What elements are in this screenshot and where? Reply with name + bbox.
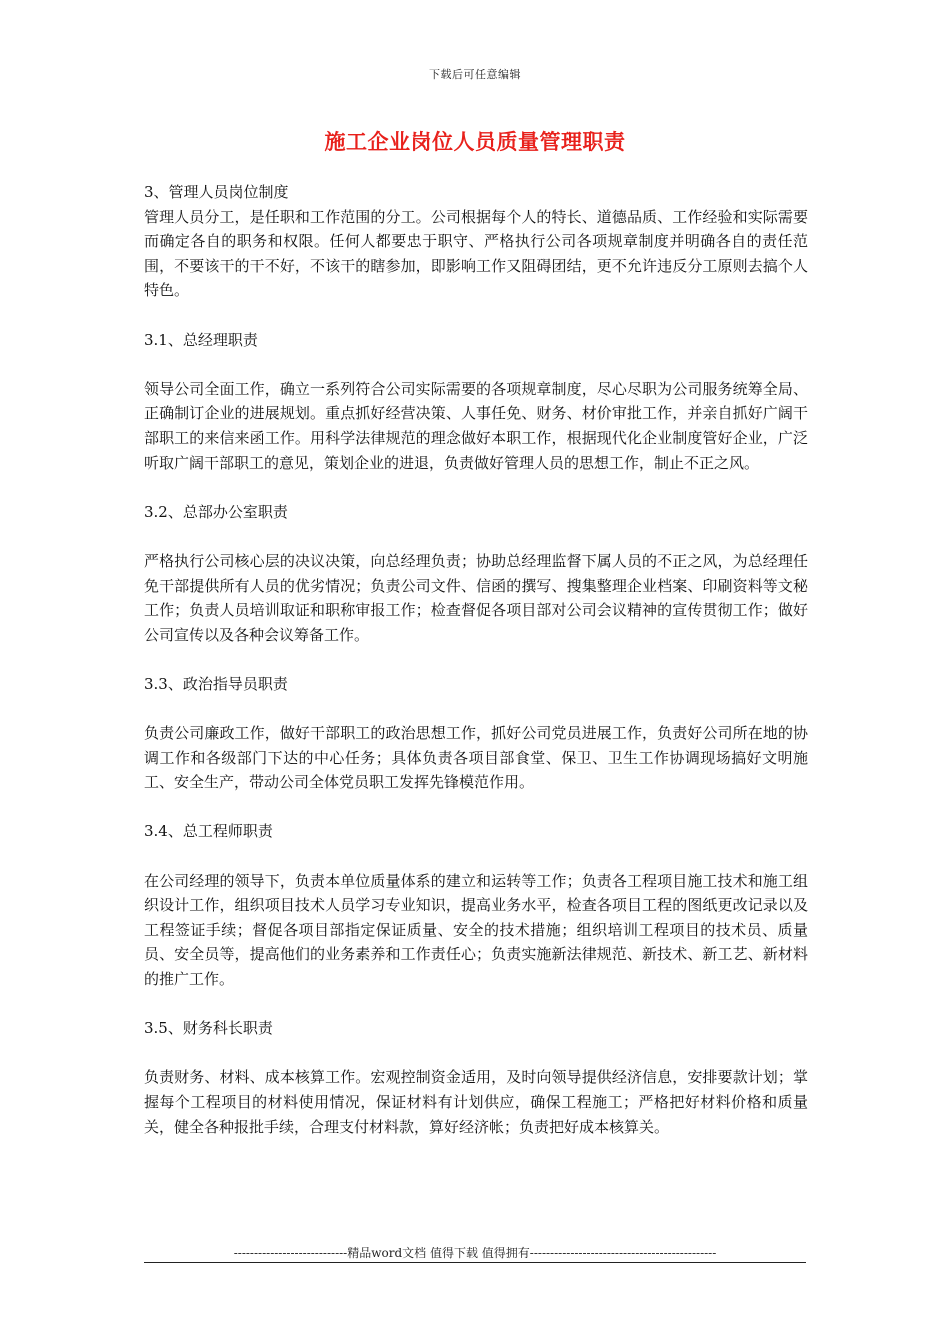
footer-text: ----------------------------精品word文档 值得下载 值得拥有---------------------------------------------- <box>233 1246 717 1260</box>
section-paragraph-chief-engineer: 在公司经理的领导下，负责本单位质量体系的建立和运转等工作；负责各工程项目施工技术和施工组织设计工作，组织项目技术人员学习专业知识，提高业务水平，检查各项目工程的图纸更改记录以及工程签证手续；督促各项目部指定保证质量、安全的技术措施；组织培训工程项目的技术员、质量员、安全员等，提高他们的业务素养和工作责任心；负责实施新法律规范、新技术、新工艺、新材料的推广工作。 <box>144 871 808 988</box>
document-title: 施工企业岗位人员质量管理职责 <box>324 129 626 154</box>
section-paragraph-general-manager: 领导公司全面工作，确立一系列符合公司实际需要的各项规章制度，尽心尽职为公司服务统筹全局、正确制订企业的进展规划。重点抓好经营决策、人事任免、财务、材价审批工作，并亲自抓好广阔干部职工的来信来函工作。用科学法律规范的理念做好本职工作，根据现代化企业制度管好企业，广泛听取广阔干部职工的意见，策划企业的进退，负责做好管理人员的思想工作，制止不正之风。 <box>144 379 808 472</box>
document-body <box>144 180 808 1139</box>
section-paragraph-political-instructor: 负责公司廉政工作，做好干部职工的政治思想工作，抓好公司党员进展工作，负责好公司所在地的协调工作和各级部门下达的中心任务；具体负责各项目部食堂、保卫、卫生工作协调现场搞好文明施工、安全生产，带动公司全体党员职工发挥先锋模范作用。 <box>144 724 808 792</box>
section-heading-chief-engineer: 3.4、总工程师职责 <box>144 822 273 841</box>
header-note: 下载后可任意编辑 <box>429 68 521 81</box>
section-paragraph-finance-chief: 负责财务、材料、成本核算工作。宏观控制资金适用，及时向领导提供经济信息，安排要款计划；掌握每个工程项目的材料使用情况，保证材料有计划供应，确保工程施工；严格把好材料价格和质量关，健全各种报批手续，合理支付材料款，算好经济帐；负责把好成本核算关。 <box>144 1068 808 1136</box>
intro-heading: 3、管理人员岗位制度 <box>144 183 289 201</box>
footer-divider <box>144 1262 806 1263</box>
section-paragraph-head-office: 严格执行公司核心层的决议决策，向总经理负责；协助总经理监督下属人员的不正之风，为总经理任免干部提供所有人员的优劣情况；负责公司文件、信函的撰写、搜集整理企业档案、印刷资料等文秘工作；负责人员培训取证和职称审报工作；检查督促各项目部对公司会议精神的宣传贯彻工作；做好公司宣传以及各种会议筹备工作。 <box>144 551 808 644</box>
intro-paragraph: 管理人员分工，是任职和工作范围的分工。公司根据每个人的特长、道德品质、工作经验和实际需要而确定各自的职务和权限。任何人都要忠于职守、严格执行公司各项规章制度并明确各自的责任范围，不要该干的干不好，不该干的瞎参加，即影响工作又阻碍团结，更不允许违反分工原则去搞个人特色。 <box>144 207 808 300</box>
section-heading-head-office: 3.2、总部办公室职责 <box>144 502 288 521</box>
section-heading-general-manager: 3.1、总经理职责 <box>144 330 258 349</box>
section-heading-political-instructor: 3.3、政治指导员职责 <box>144 674 288 693</box>
section-heading-finance-chief: 3.5、财务科长职责 <box>144 1019 273 1038</box>
